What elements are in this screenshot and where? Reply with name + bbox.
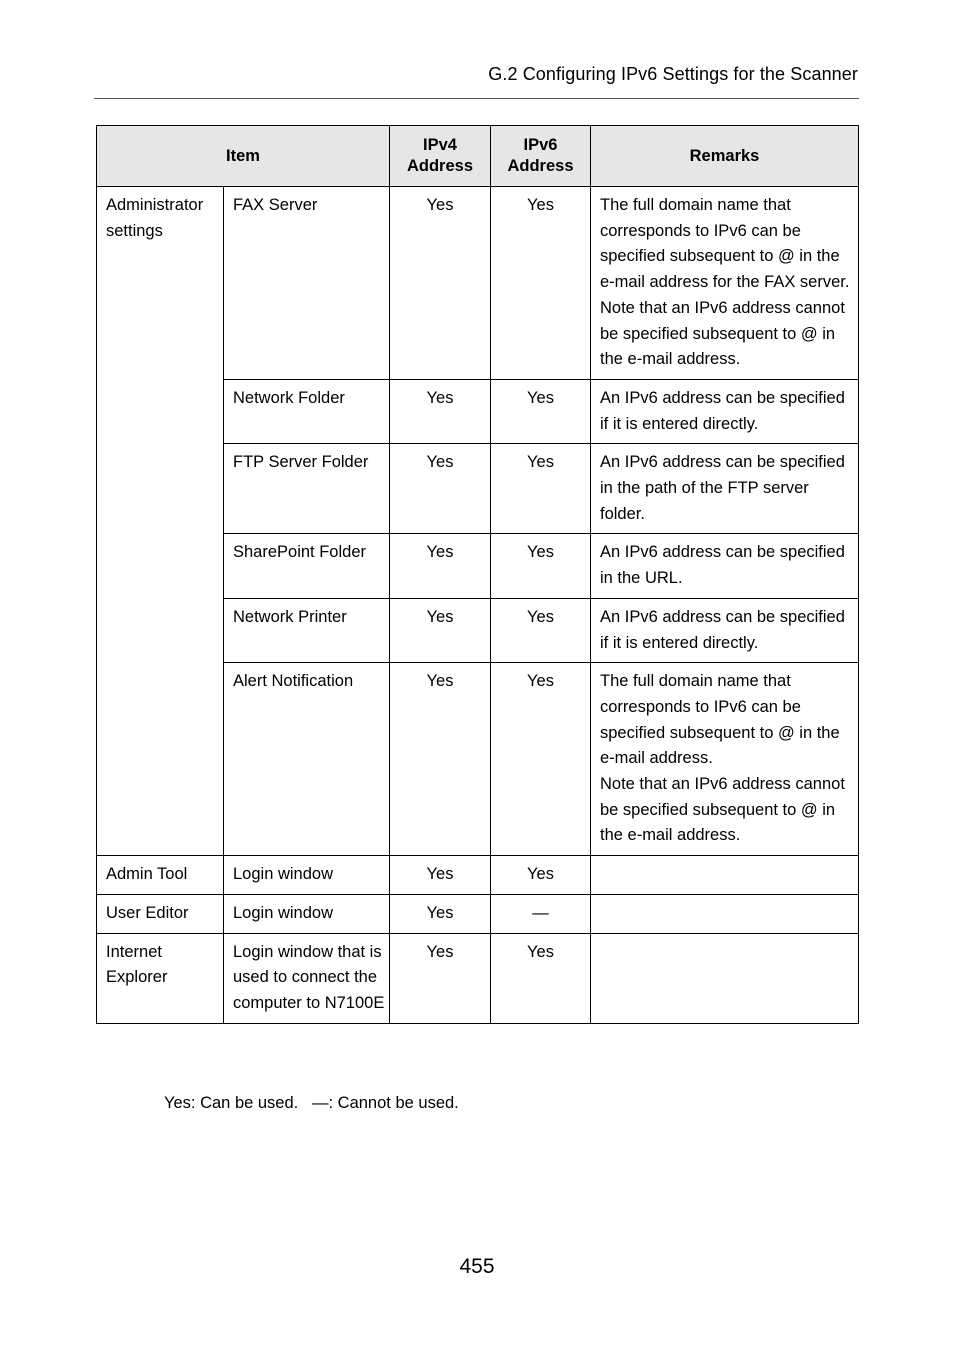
table-body [97,187,859,1024]
header-divider [94,98,859,99]
ipv4-cell: Yes [390,663,491,856]
sub-item-cell: Network Printer [224,598,390,662]
ipv4-cell: Yes [390,894,491,933]
remark-line: Note that an IPv6 address cannot be specified subsequent to @ in the e-mail address. [600,298,845,369]
ipv4-cell: Yes [390,444,491,534]
remark-line: An IPv6 address can be specified in the path of the FTP server folder. [600,453,845,523]
ipv6-cell: Yes [491,663,591,856]
ipv6-cell: Yes [491,534,591,598]
remark-line: An IPv6 address can be specified in the URL. [600,543,845,588]
remarks-cell [591,894,859,933]
table-row [97,894,859,933]
remark-line: An IPv6 address can be specified if it is entered directly. [600,388,845,433]
column-header-ipv6-line1: IPv6 [523,136,558,154]
sub-item-cell: Network Folder [224,379,390,443]
sub-item-cell: Login window that is used to connect the computer to N7100E [224,933,390,1023]
table-row [97,933,859,1023]
group-name-cell: User Editor [97,894,224,933]
sub-item-cell: Alert Notification [224,663,390,856]
sub-item-cell: FAX Server [224,187,390,380]
ipv6-settings-table [96,125,859,1024]
remark-line: Note that an IPv6 address cannot be specified subsequent to @ in the e-mail address. [600,775,845,845]
remarks-cell [591,444,859,534]
ipv4-cell: Yes [390,534,491,598]
ipv6-cell: Yes [491,379,591,443]
remarks-cell [591,856,859,895]
remarks-cell [591,379,859,443]
column-header-ipv6-line2: Address [507,157,574,175]
ipv6-cell: Yes [491,856,591,895]
sub-item-cell: FTP Server Folder [224,444,390,534]
remark-line: An IPv6 address can be specified if it is entered directly. [600,607,845,652]
sub-item-cell: SharePoint Folder [224,534,390,598]
ipv4-cell: Yes [390,856,491,895]
group-name-cell: Administrator settings [97,187,224,856]
group-name-cell: Internet Explorer [97,933,224,1023]
ipv6-cell: Yes [491,933,591,1023]
ipv6-cell: Yes [491,187,591,380]
remarks-cell [591,534,859,598]
table-row [97,187,859,380]
column-header-ipv4 [390,126,491,187]
remarks-cell [591,663,859,856]
ipv4-cell: Yes [390,933,491,1023]
ipv6-cell: Yes [491,598,591,662]
table-row [97,856,859,895]
column-header-ipv4-line2: Address [406,157,474,175]
remarks-cell [591,933,859,1023]
remark-line: The full domain name that corresponds to IPv6 can be specified subsequent to @ in the e-mail address for the FAX server. [600,196,850,292]
page-number: 455 [459,1255,495,1278]
column-header-item: Item [97,126,390,187]
ipv4-cell: Yes [390,379,491,443]
table-footnote: Yes: Can be used. —: Cannot be used. [164,1094,459,1112]
ipv6-cell: — [491,894,591,933]
sub-item-cell: Login window [224,894,390,933]
group-name-cell: Admin Tool [97,856,224,895]
column-header-ipv4-line1: IPv4 [423,136,457,154]
ipv4-cell: Yes [390,598,491,662]
table-header-row [97,126,859,187]
section-header-title: G.2 Configuring IPv6 Settings for the Scanner [488,64,858,84]
remarks-cell [591,598,859,662]
remark-line: The full domain name that corresponds to IPv6 can be specified subsequent to @ in the e-mail address. [600,672,840,768]
remarks-cell [591,187,859,380]
column-header-ipv6 [491,126,591,187]
ipv4-cell: Yes [390,187,491,380]
column-header-remarks: Remarks [591,126,859,187]
sub-item-cell: Login window [224,856,390,895]
ipv6-cell: Yes [491,444,591,534]
